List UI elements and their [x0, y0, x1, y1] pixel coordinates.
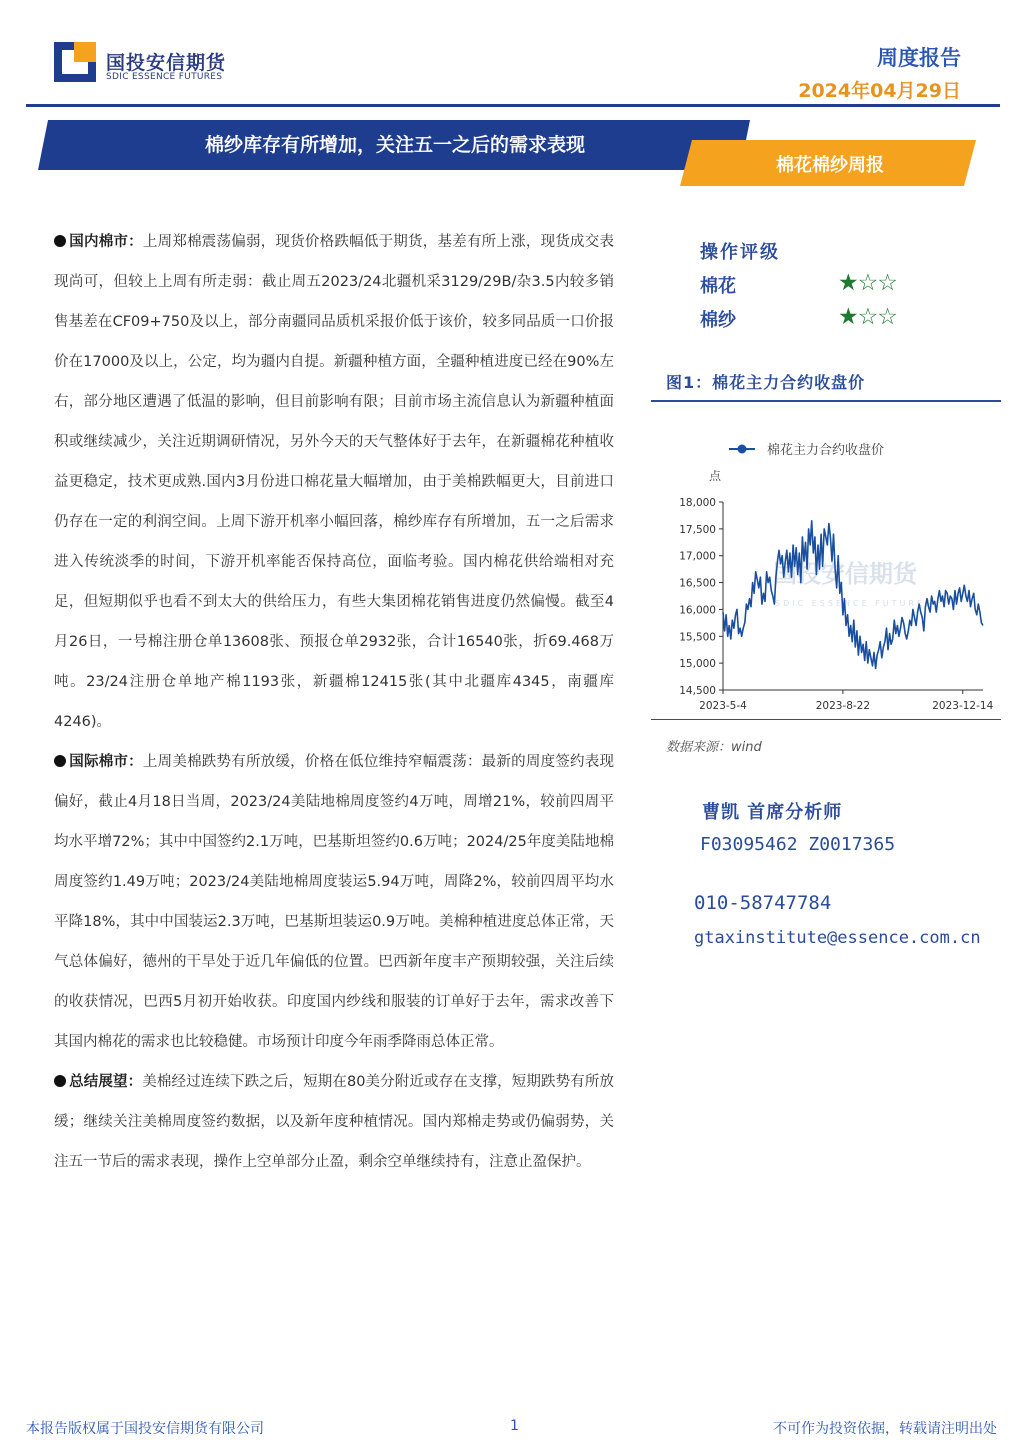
watermark-en: SDIC ESSENCE FUTURES: [775, 599, 934, 608]
company-name-en: SDIC ESSENCE FUTURES: [106, 72, 223, 82]
paragraph-lead: 总结展望：: [69, 1074, 143, 1090]
bullet-icon: [54, 1075, 66, 1087]
y-axis: [679, 497, 723, 697]
report-title: 棉纱库存有所增加，关注五一之后的需求表现: [204, 134, 585, 156]
series-layer: [723, 521, 983, 669]
legend-marker-icon: [738, 445, 747, 454]
rating-title: 操作评级: [700, 242, 780, 263]
x-axis: [699, 690, 1001, 712]
y-tick-label: 16,000: [679, 604, 716, 617]
y-tick-label: 18,000: [679, 497, 716, 509]
report-type: 周度报告: [877, 46, 961, 70]
rating-name: 棉花: [700, 276, 736, 297]
y-axis-unit: 点: [709, 469, 722, 483]
y-tick-label: 14,500: [679, 685, 716, 697]
y-tick-label: 17,000: [679, 550, 716, 563]
y-tick-label: 16,500: [679, 577, 716, 590]
report-date: 2024年04月29日: [798, 80, 961, 102]
analyst-phone: 010-58747784: [694, 892, 832, 914]
y-tick-label: 15,500: [679, 631, 716, 644]
chart-legend: [729, 442, 884, 458]
analyst-email[interactable]: gtaxinstitute@essence.com.cn: [694, 928, 981, 948]
star-rating-icon: ★☆☆: [838, 270, 897, 296]
y-tick-label: 17,500: [679, 523, 716, 536]
footer-copyright: 本报告版权属于国投安信期货有限公司: [26, 1421, 264, 1437]
figure-title: 图1：棉花主力合约收盘价: [666, 373, 866, 392]
figure-top-rule: [651, 400, 1001, 402]
star-rating-icon: ★☆☆: [838, 304, 897, 330]
x-tick-label: 2023-5-4: [699, 700, 747, 712]
y-tick-label: 15,000: [679, 658, 716, 671]
rating-row-yarn: [700, 306, 920, 334]
series-line: [723, 521, 983, 669]
paragraph-summary: [54, 1062, 614, 1182]
paragraph-lead: 国际棉市：: [69, 754, 143, 770]
company-logo-icon: [54, 42, 96, 82]
legend-label: 棉花主力合约收盘价: [767, 443, 885, 458]
x-tick-label: 2023-8-22: [815, 700, 871, 712]
paragraph-text: 上周美棉跌势有所放缓，价格在低位维持窄幅震荡：最新的周度签约表现偏好，截止4月18日当周，2023/24美陆地棉周度签约4万吨，周增21%，较前四周平均水平增72%；其中中国签约2.1万吨，巴基斯坦签约0.6万吨；2024/25年度美陆地棉周度签约1.49万吨；2023/24美陆地棉周度装运5.94万吨，周降2%，较前四周平均水平降18%，其中中国装运2.3万吨，巴基斯坦装运0.9万吨。美棉种植进度总体正常，天气总体偏好，德州的干旱处于近几年偏低的位置。巴西新年度丰产预期较强，关注后续的收获情况，巴西5月初开始收获。印度国内纱线和服装的订单好于去年，需求改善下其国内棉花的需求也比较稳健。市场预计印度今年雨季降雨总体正常。: [54, 754, 615, 1050]
cotton-price-chart: [651, 420, 1001, 718]
paragraph-lead: 国内棉市：: [69, 234, 143, 250]
x-tick-label: 2023-12-14: [932, 700, 994, 712]
company-name-cn: 国投安信期货: [106, 52, 227, 74]
analyst-certificates: F03095462 Z0017365: [700, 834, 896, 855]
report-subtitle: 棉花棉纱周报: [776, 155, 884, 176]
bullet-icon: [54, 235, 66, 247]
watermark-cn: 国投安信期货: [773, 560, 917, 588]
rating-name: 棉纱: [700, 310, 736, 331]
paragraph-text: 上周郑棉震荡偏弱，现货价格跌幅低于期货，基差有所上涨，现货成交表现尚可，但较上上周有所走弱：截止周五2023/24北疆机采3129/29B/杂3.5内较多销售基差在CF09+750及以上，部分南疆同品质机采报价低于该价，较多同品质一口价报价在17000及以上，公定，均为疆内自提。新疆种植方面，全疆种植进度已经在90%左右，部分地区遭遇了低温的影响，但目前影响有限；目前市场主流信息认为新疆种植面积或继续减少，关注近期调研情况，另外今天的天气整体好于去年，在新疆棉花种植收益更稳定，技术更成熟.国内3月份进口棉花量大幅增加，由于美棉跌幅更大，目前进口仍存在一定的利润空间。上周下游开机率小幅回落，棉纱库存有所增加，五一之后需求进入传统淡季的时间，下游开机率能否保持高位，面临考验。国内棉花供给端相对充足，但短期似乎也看不到太大的供给压力，有些大集团棉花销售进度仍然偏慢。截至4月26日，一号棉注册仓单13608张、预报仓单2932张，合计16540张，折69.468万吨。23/24注册仓单地产棉1193张，新疆棉12415张(其中北疆库4345，南疆库4246)。: [54, 234, 615, 730]
rating-row-cotton: [700, 272, 920, 300]
figure-bottom-rule: [651, 719, 1001, 720]
header-divider: [26, 104, 1000, 107]
analyst-name-title: 曹凯 首席分析师: [702, 802, 843, 823]
footer-disclaimer: 不可作为投资依据，转载请注明出处: [773, 1421, 997, 1437]
paragraph-international: [54, 742, 614, 1062]
bullet-icon: [54, 755, 66, 767]
page-number: 1: [510, 1418, 519, 1434]
data-source: 数据来源：wind: [666, 740, 762, 755]
report-body: [54, 222, 614, 1182]
paragraph-domestic: [54, 222, 614, 742]
paragraph-text: 美棉经过连续下跌之后，短期在80美分附近或存在支撑，短期跌势有所放缓；继续关注美棉周度签约数据，以及新年度种植情况。国内郑棉走势或仍偏弱势，关注五一节后的需求表现，操作上空单部分止盈，剩余空单继续持有，注意止盈保护。: [54, 1074, 615, 1170]
